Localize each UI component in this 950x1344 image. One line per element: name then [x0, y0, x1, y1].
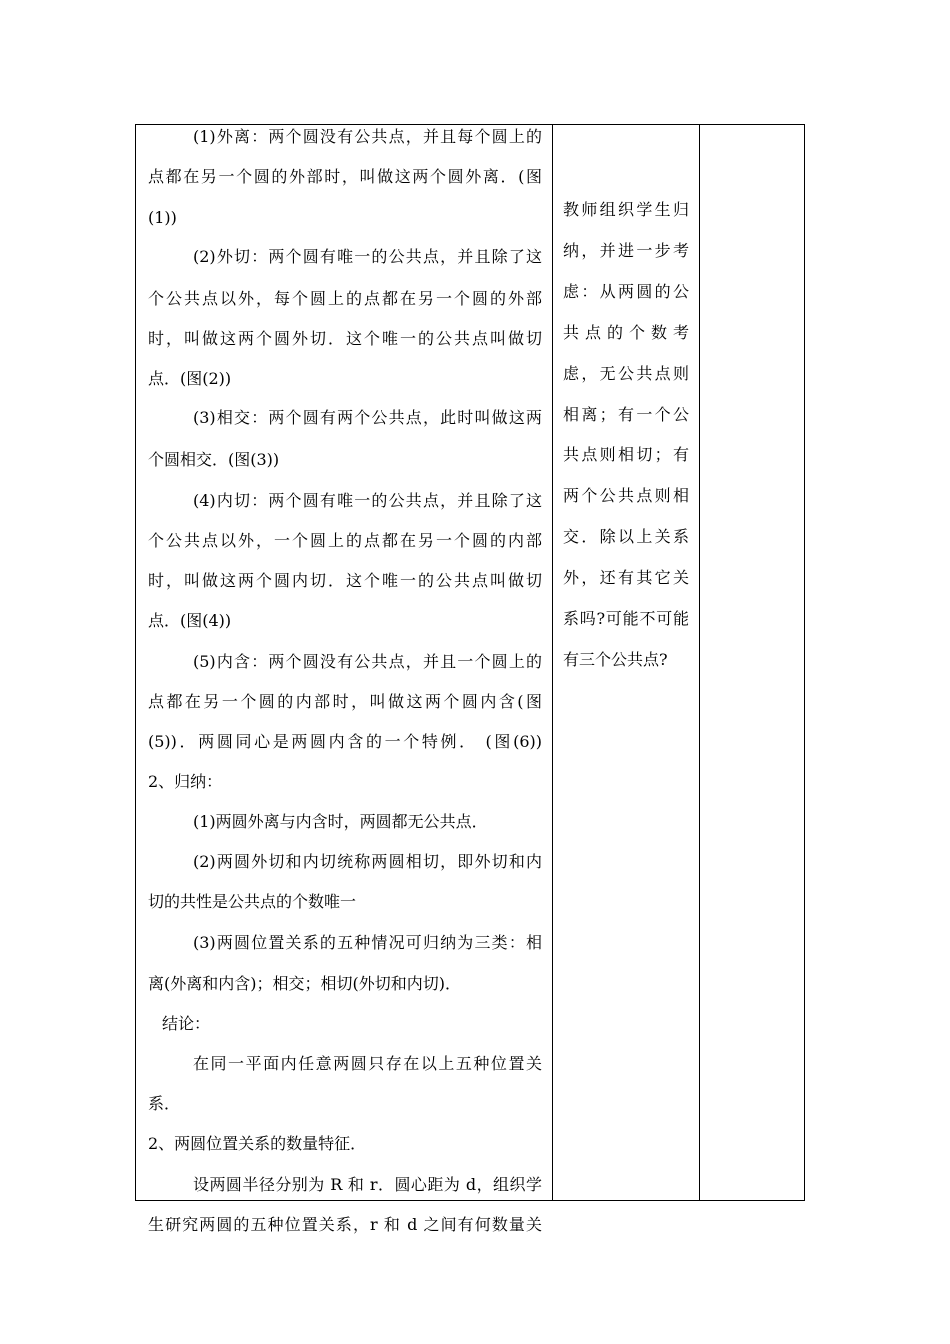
content-line: (1)外离：两个圆没有公共点，并且每个圆上的	[193, 127, 542, 146]
content-line: 2、归纳：	[148, 772, 223, 791]
content-line: 时，叫做这两个圆内切．这个唯一的公共点叫做切	[148, 571, 542, 590]
content-line: 生研究两圆的五种位置关系，r 和 d 之间有何数量关	[148, 1215, 542, 1234]
teacher-note-line: 虑，无公共点则	[563, 363, 689, 383]
content-line: (1))	[148, 208, 177, 227]
content-line: 切的共性是公共点的个数唯一	[148, 892, 357, 911]
content-line: (3)两圆位置关系的五种情况可归纳为三类：相	[193, 933, 542, 952]
empty-notes-column	[700, 125, 804, 1200]
content-line: 时，叫做这两个圆外切．这个唯一的公共点叫做切	[148, 329, 542, 348]
teacher-note-line: 虑：从两圆的公	[563, 281, 689, 301]
content-line: (2)外切：两个圆有唯一的公共点，并且除了这	[193, 247, 542, 266]
content-line: 个公共点以外，每个圆上的点都在另一个圆的外部	[148, 289, 542, 308]
teacher-note-line: 有三个公共点?	[563, 649, 668, 669]
teacher-note-line: 系吗?可能不可能	[563, 609, 689, 628]
content-line: (5)内含：两个圆没有公共点，并且一个圆上的	[193, 652, 542, 671]
teacher-note-line: 相离；有一个公	[563, 404, 689, 424]
content-line: (1)两圆外离与内含时，两圆都无公共点．	[193, 812, 488, 831]
content-line: 点．(图(2))	[148, 369, 232, 388]
content-line: 个公共点以外，一个圆上的点都在另一个圆的内部	[148, 531, 542, 550]
teacher-note-line: 纳，并进一步考	[563, 240, 689, 260]
teacher-note-line: 共点的个数考	[563, 322, 689, 342]
teacher-note-line: 教师组织学生归	[563, 200, 689, 219]
content-line: (2)两圆外切和内切统称两圆相切，即外切和内	[193, 852, 542, 871]
content-column	[136, 125, 554, 1234]
content-line: (3)相交：两个圆有两个公共点，此时叫做这两	[193, 408, 542, 427]
content-line: 点都在另一个圆的外部时，叫做这两个圆外离．(图	[148, 167, 542, 186]
content-line: 系．	[148, 1094, 181, 1113]
lesson-table	[135, 124, 805, 1234]
teacher-note-line: 共点则相切；有	[563, 445, 689, 465]
content-line: 离(外离和内含)；相交；相切(外切和内切)．	[148, 974, 461, 993]
content-line: 设两圆半径分别为 R 和 r．圆心距为 d，组织学	[193, 1175, 542, 1194]
teacher-note-line: 两个公共点则相	[563, 486, 689, 506]
content-line: 点．(图(4))	[148, 611, 232, 630]
teacher-note-line: 交．除以上关系	[563, 527, 689, 547]
content-line: 2、两圆位置关系的数量特征．	[148, 1134, 367, 1153]
content-line: 个圆相交．(图(3))	[148, 450, 280, 469]
content-line: 在同一平面内任意两圆只存在以上五种位置关	[193, 1054, 542, 1073]
content-line: 点都在另一个圆的内部时，叫做这两个圆内含(图	[148, 692, 542, 711]
content-line: (4)内切：两个圆有唯一的公共点，并且除了这	[193, 491, 542, 510]
teacher-notes-column	[563, 125, 693, 1200]
content-line: (5))．两圆同心是两圆内含的一个特例． (图(6))	[148, 732, 542, 751]
content-line: 结论：	[162, 1014, 211, 1033]
teacher-note-line: 外，还有其它关	[563, 568, 689, 588]
